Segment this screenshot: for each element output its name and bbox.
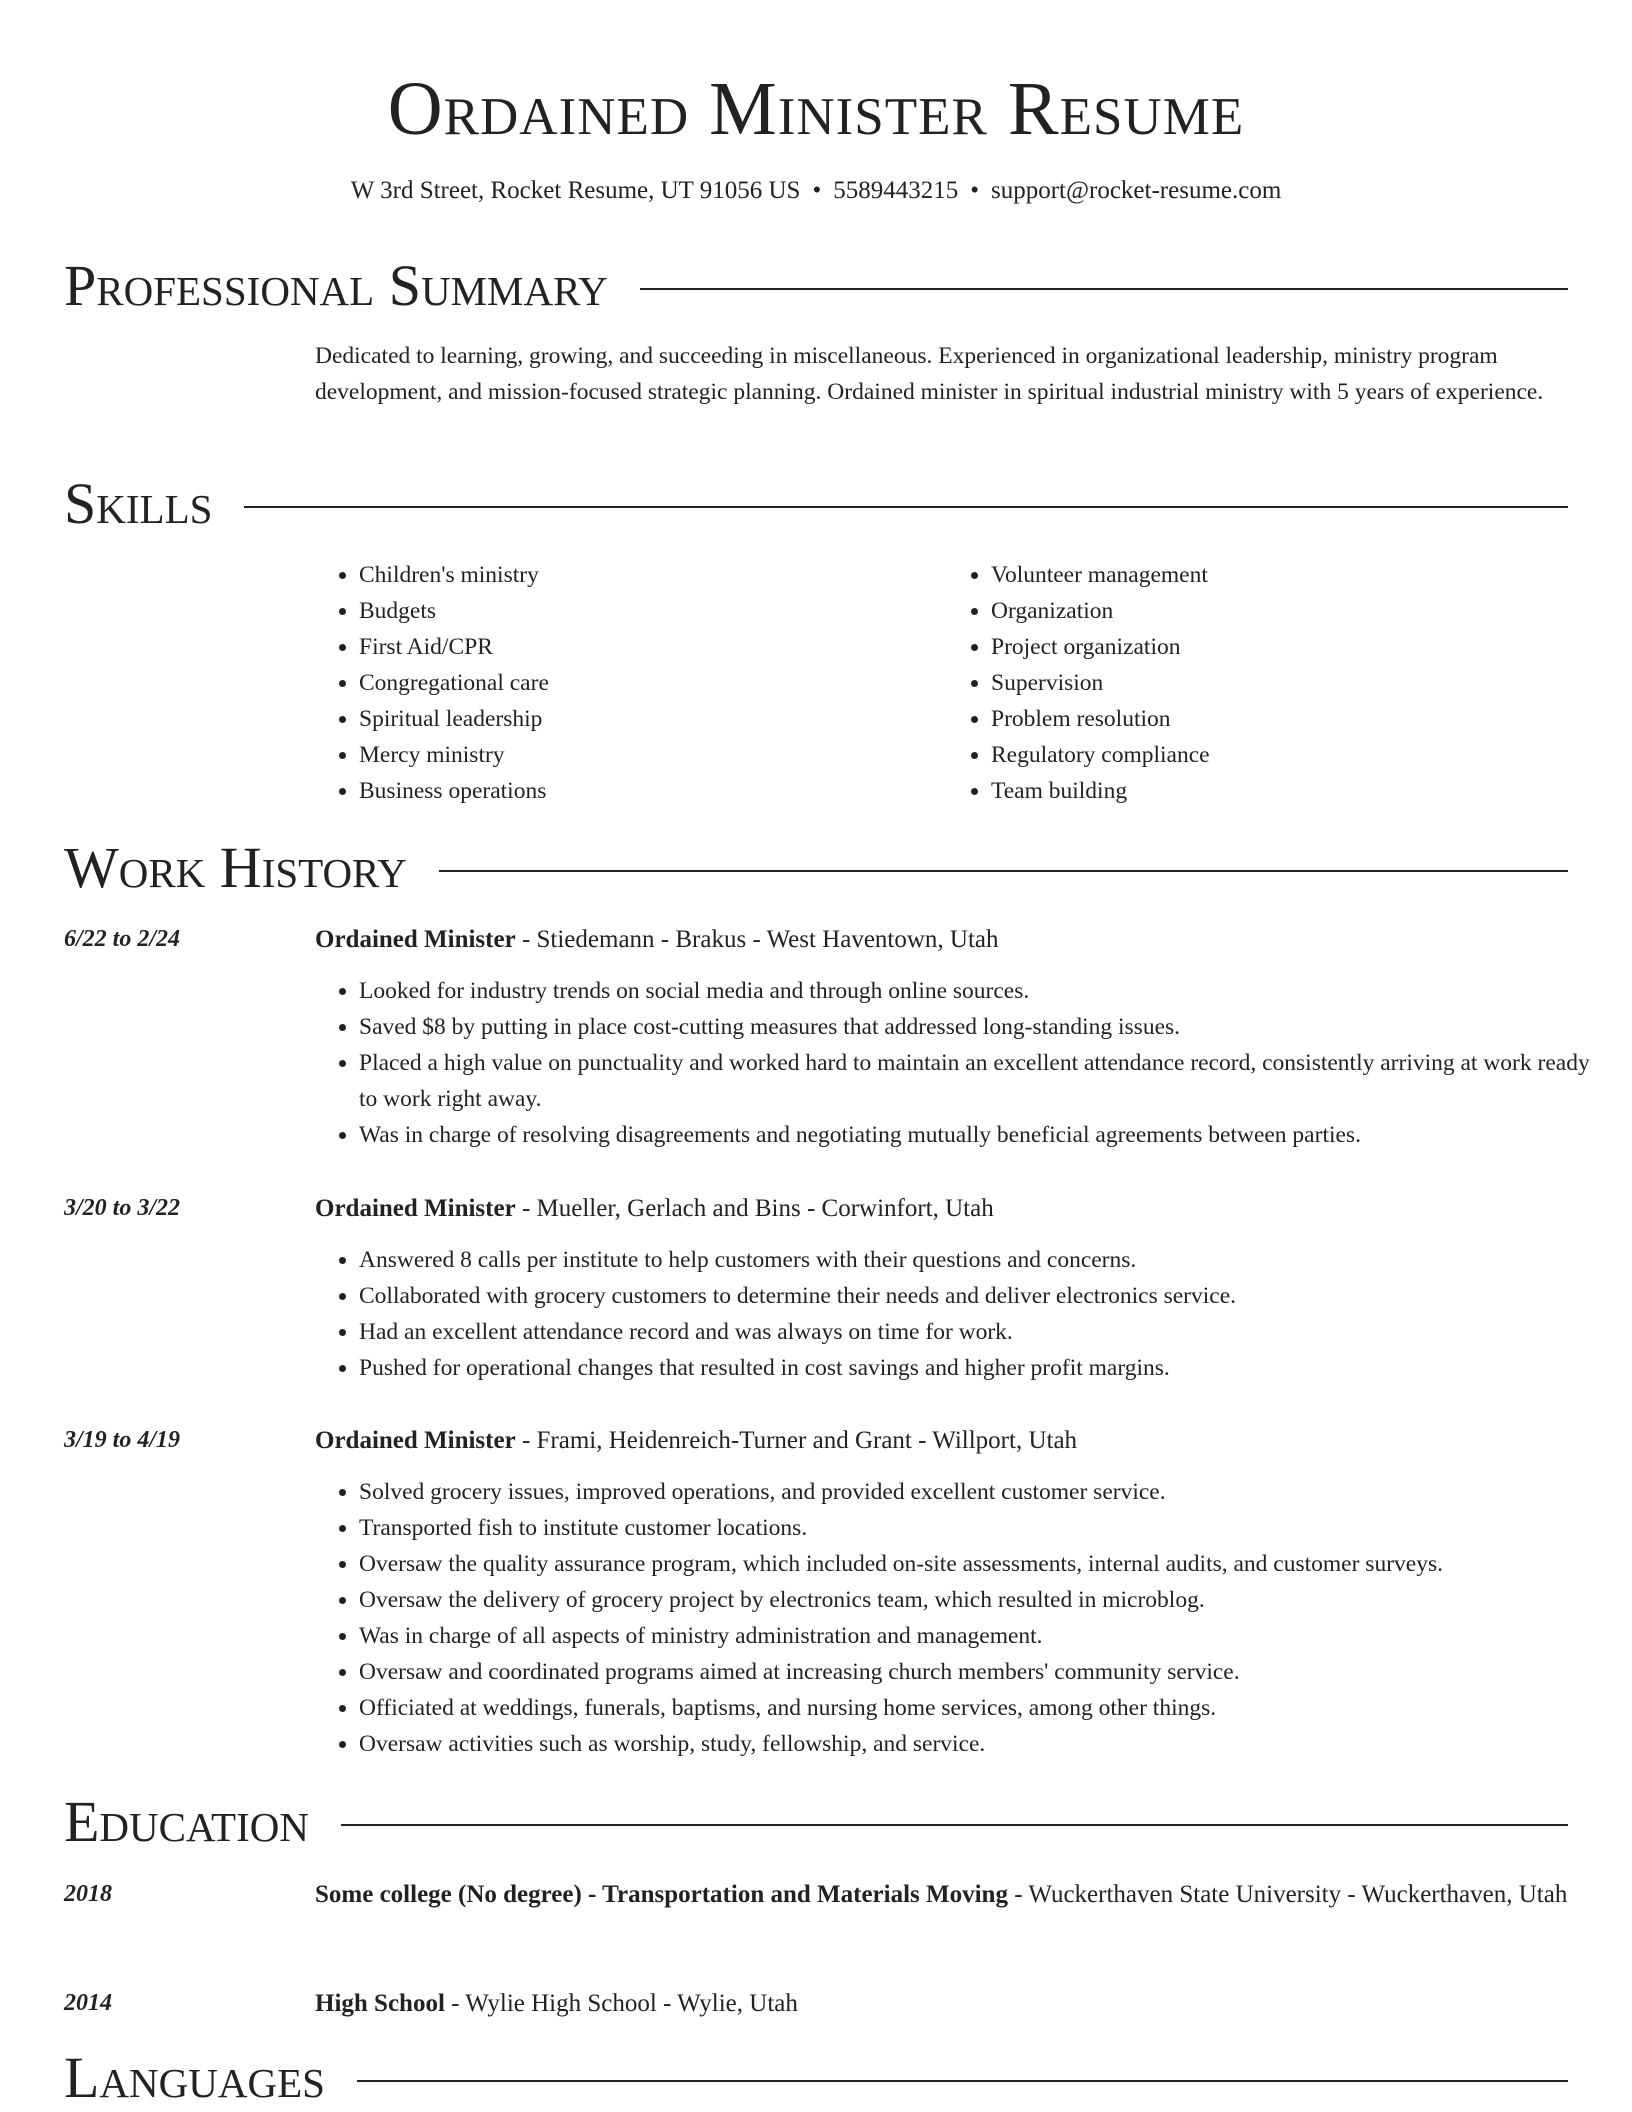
work-bullet: • Solved grocery issues, improved operations, and provided excellent customer service. — [359, 1474, 1612, 1510]
employer-detail: - Frami, Heidenreich-Turner and Grant - Willport, Utah — [515, 1427, 1078, 1454]
work-role — [315, 1190, 1568, 1228]
section-rule — [357, 2080, 1568, 2082]
summary-text: Dedicated to learning, growing, and succeeding in miscellaneous. Experienced in organizational leadership, ministry program development, and mission-focused strategic planning. Ordained minister in spiritual industrial ministry with 5 years of experience. — [315, 343, 1544, 405]
section-rule — [640, 288, 1568, 290]
section-title: Skills — [64, 471, 213, 536]
work-bullet: • Saved $8 by putting in place cost-cutting measures that addressed long-standing issues. — [359, 1009, 1612, 1045]
contact-email: support@rocket-resume.com — [990, 177, 1282, 204]
contact-separator: • — [970, 177, 979, 204]
skill-item: • Spiritual leadership — [359, 701, 932, 737]
education-detail — [315, 1876, 1568, 1914]
work-dates: 3/19 to 4/19 — [64, 1427, 181, 1453]
work-bullet: • Oversaw and coordinated programs aimed at increasing church members' community service. — [359, 1654, 1612, 1690]
education-year: 2018 — [64, 1881, 112, 1907]
work-bullet: • Oversaw the delivery of grocery project by electronics team, which resulted in microblog. — [359, 1582, 1612, 1618]
skill-item: • Congregational care — [359, 665, 932, 701]
resume-title: Ordained Minister Resume — [387, 67, 1245, 151]
work-bullet: • Oversaw the quality assurance program, which included on-site assessments, internal audits, and customer surveys. — [359, 1546, 1612, 1582]
education-detail — [315, 1985, 1568, 2023]
work-dates: 3/20 to 3/22 — [64, 1195, 181, 1221]
section-rule — [244, 506, 1568, 508]
skill-item: • Budgets — [359, 593, 932, 629]
skill-item: • Organization — [991, 593, 1564, 629]
skill-item: • Regulatory compliance — [991, 737, 1564, 773]
skills-column-right — [932, 557, 1564, 809]
degree: Some college (No degree) - Transportation and Materials Moving — [315, 1881, 1008, 1908]
job-title: Ordained Minister — [315, 1427, 516, 1454]
section-heading-skills — [64, 472, 1568, 536]
skill-item: • First Aid/CPR — [359, 629, 932, 665]
work-bullet: • Answered 8 calls per institute to help customers with their questions and concerns. — [359, 1242, 1612, 1278]
skill-item: • Team building — [991, 773, 1564, 809]
work-bullet: • Was in charge of all aspects of ministry administration and management. — [359, 1618, 1612, 1654]
work-bullet: • Looked for industry trends on social media and through online sources. — [359, 973, 1612, 1009]
work-role — [315, 921, 1568, 959]
contact-address: W 3rd Street, Rocket Resume, UT 91056 US — [350, 177, 801, 204]
work-bullet: • Pushed for operational changes that resulted in cost savings and higher profit margins. — [359, 1350, 1612, 1386]
job-title: Ordained Minister — [315, 1195, 516, 1222]
section-heading-languages — [64, 2046, 1568, 2110]
skill-item: • Supervision — [991, 665, 1564, 701]
contact-line — [0, 175, 1632, 207]
school-detail: - Wuckerthaven State University - Wuckerthaven, Utah — [1007, 1881, 1568, 1908]
skill-item: • Children's ministry — [359, 557, 932, 593]
work-bullet: • Had an excellent attendance record and was always on time for work. — [359, 1314, 1612, 1350]
degree: High School — [315, 1990, 445, 2017]
skills-list — [315, 557, 1568, 809]
contact-separator: • — [812, 177, 822, 204]
skill-item: • Mercy ministry — [359, 737, 932, 773]
skill-item: • Problem resolution — [991, 701, 1564, 737]
work-bullet: • Transported fish to institute customer locations. — [359, 1510, 1612, 1546]
school-detail: - Wylie High School - Wylie, Utah — [444, 1990, 798, 2017]
section-rule — [439, 870, 1568, 872]
work-dates: 6/22 to 2/24 — [64, 926, 181, 952]
work-bullet: • Placed a high value on punctuality and worked hard to maintain an excellent attendance record, consistently arriving at work ready to work right away. — [359, 1045, 1612, 1117]
section-heading-education — [64, 1790, 1568, 1854]
work-bullet: • Oversaw activities such as worship, study, fellowship, and service. — [359, 1726, 1612, 1762]
section-title: Work History — [64, 835, 407, 900]
skills-column-left — [315, 557, 932, 809]
section-heading-summary — [64, 254, 1568, 318]
work-role — [315, 1422, 1568, 1460]
skill-item: • Project organization — [991, 629, 1564, 665]
section-title: Professional Summary — [64, 253, 608, 318]
work-bullet: • Collaborated with grocery customers to determine their needs and deliver electronics service. — [359, 1278, 1612, 1314]
education-year: 2014 — [64, 1990, 112, 2016]
work-bullet: • Officiated at weddings, funerals, baptisms, and nursing home services, among other things. — [359, 1690, 1612, 1726]
employer-detail: - Mueller, Gerlach and Bins - Corwinfort, Utah — [515, 1195, 994, 1222]
section-heading-work — [64, 836, 1568, 900]
work-bullet: • Was in charge of resolving disagreements and negotiating mutually beneficial agreements between parties. — [359, 1117, 1612, 1153]
job-title: Ordained Minister — [315, 926, 516, 953]
contact-phone: 5589443215 — [833, 177, 959, 204]
work-bullets — [315, 1242, 1612, 1386]
section-rule — [341, 1824, 1568, 1826]
skill-item: • Business operations — [359, 773, 932, 809]
employer-detail: - Stiedemann - Brakus - West Haventown, Utah — [515, 926, 999, 953]
section-title: Education — [64, 1789, 309, 1854]
work-bullets — [315, 1474, 1612, 1762]
section-title: Languages — [64, 2045, 325, 2110]
skill-item: • Volunteer management — [991, 557, 1564, 593]
work-bullets — [315, 973, 1612, 1153]
